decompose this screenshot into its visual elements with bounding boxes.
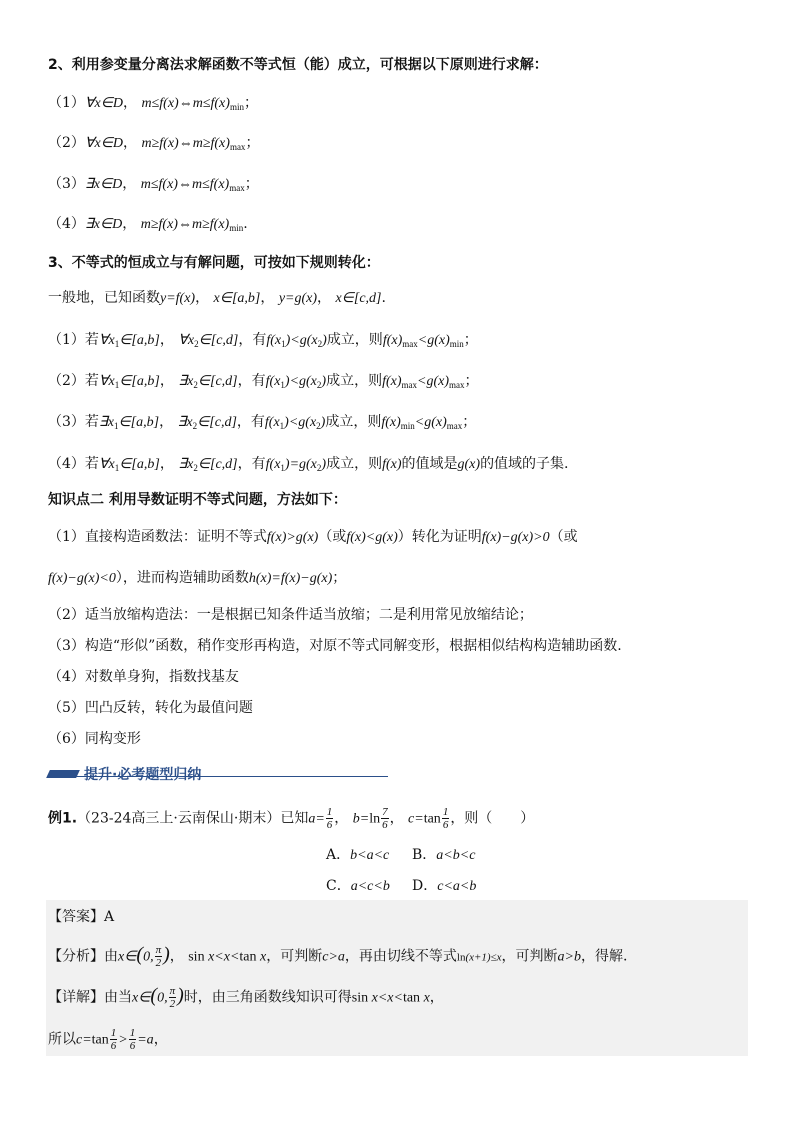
section3-intro: 一般地，已知函数y=f(x)， x∈[a,b]， y=g(x)， x∈[c,d]. (48, 290, 386, 306)
method-2: （2）适当放缩构造法：一是根据已知条件适当放缩；二是利用常见放缩结论； (48, 607, 533, 623)
transform-1: （1）若$\forall x_1\in[a,b]$， $\forall x_2\in[c,d]$，有$f(x_1)<g(x_2)$成立，则$f(x)_{max}<g(x)_{min}$； (48, 332, 478, 349)
method-4: （4）对数单身狗，指数找基友 (48, 669, 239, 685)
conclusion-line: 所以c=tan $\frac{1}{6}$ > $\frac{1}{6}$ =a， (48, 1027, 168, 1052)
method-3: （3）构造“形似”函数，稍作变形再构造，对原不等式同解变形，根据相似结构构造辅助函数. (48, 638, 622, 654)
section3-heading: 3、不等式的恒成立与有解问题，可按如下规则转化： (48, 255, 380, 271)
rule-4: （4）∃x∈D， $m\ge f(x)\Leftrightarrow m\ge f(x)_{min}$. (48, 216, 248, 233)
section-header (48, 764, 388, 784)
example-1-stem: 例1.（23-24高三上·云南保山·期末）已知a= $\frac{1}{6}$ ， b=ln $\frac{7}{6}$ ， c=tan $\frac{1}{6}$ ，则（ ） (48, 806, 535, 831)
option-c[interactable]: C．a<c<b (326, 878, 390, 894)
kp2-heading: 知识点二 利用导数证明不等式问题，方法如下： (48, 492, 347, 508)
rule-2: （2）∀x∈D， $m\ge f(x)\Leftrightarrow m\ge f(x)_{max}$； (48, 135, 260, 152)
section2-heading: 2、利用参变量分离法求解函数不等式恒（能）成立，可根据以下原则进行求解： (48, 57, 548, 73)
rule-1: （1）∀x∈D， $m\le f(x)\Leftrightarrow m\le f(x)_{min}$； (48, 95, 258, 112)
method-6: （6）同构变形 (48, 731, 141, 747)
method-1-line1: （1）直接构造函数法：证明不等式f(x)>g(x)（或f(x)<g(x)）转化为证明f(x)−g(x)>0（或 (48, 529, 578, 545)
analysis-line: 【分析】由x∈(0, $\frac{\pi}{2}$ )， sin x<x<tan x，可判断c>a，再由切线不等式ln(x+1)≤x，可判断a>b，得解. (48, 943, 628, 969)
detail-line: 【详解】由当x∈(0, $\frac{\pi}{2}$ )时，由三角函数线知识可得sin x<x<tan x， (48, 984, 444, 1010)
header-title: 提升·必考题型归纳 (84, 767, 202, 783)
option-a[interactable]: A．b<a<c (326, 847, 390, 863)
answer-line: 【答案】A (48, 909, 115, 925)
rule-3: （3）∃x∈D， $m\le f(x)\Leftrightarrow m\le f(x)_{max}$； (48, 176, 259, 193)
method-5: （5）凹凸反转，转化为最值问题 (48, 700, 253, 716)
transform-2: （2）若$\forall x_1\in[a,b]$， $\exists x_2\in[c,d]$，有$f(x_1)<g(x_2)$成立，则$f(x)_{max}<g(x)_{max}$； (48, 373, 479, 390)
method-1-line2: f(x)−g(x)<0），进而构造辅助函数h(x)=f(x)−g(x)； (48, 570, 347, 586)
transform-4: （4）若$\forall x_1\in[a,b]$， $\exists x_2\in[c,d]$，有$f(x_1)=g(x_2)$成立，则f(x)的值域是g(x)的值域的子集. (48, 456, 569, 473)
option-b[interactable]: B．a<b<c (412, 847, 476, 863)
header-tag-icon (46, 770, 80, 778)
transform-3: （3）若$\exists x_1\in[a,b]$， $\exists x_2\in[c,d]$，有$f(x_1)<g(x_2)$成立，则$f(x)_{min}<g(x)_{max}$； (48, 414, 477, 431)
option-d[interactable]: D．c<a<b (412, 878, 477, 894)
